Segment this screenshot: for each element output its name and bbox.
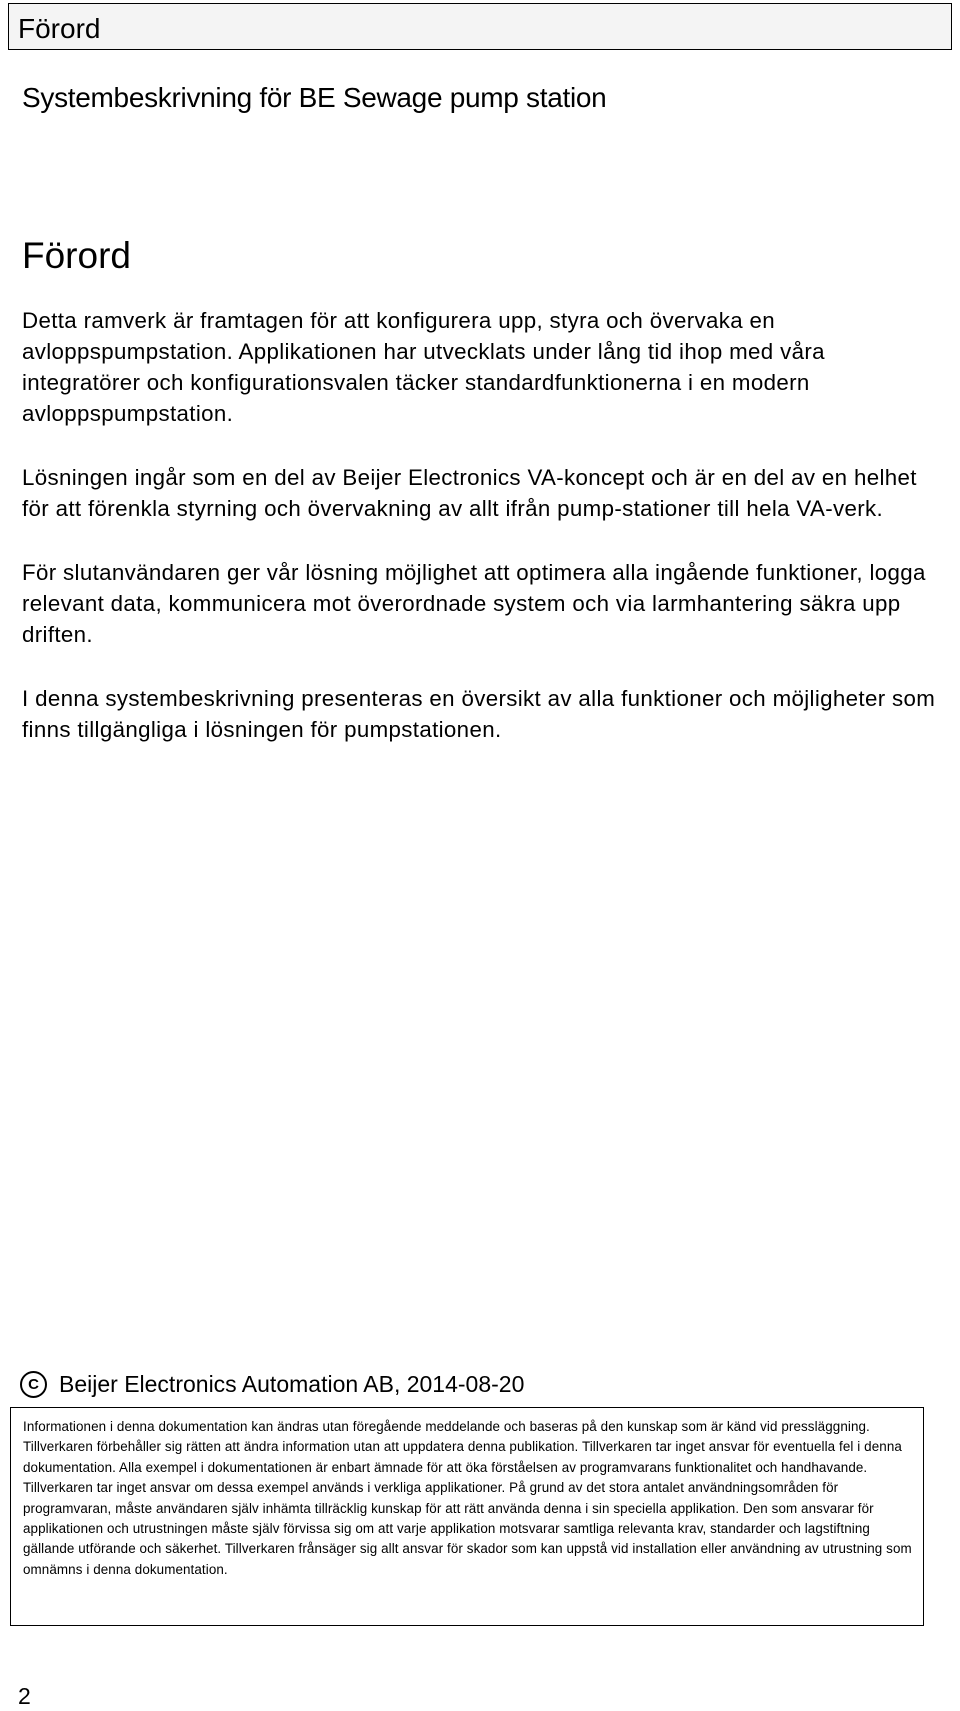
paragraph-end-user: För slutanvändaren ger vår lösning möjlighet att optimera alla ingående funktioner, logga relevant data, kommunicera mot överordnade system och via larmhantering säkra upp driften. [22,560,926,647]
running-header-title: Förord [18,13,101,44]
disclaimer-text: Informationen i denna dokumentation kan ändras utan föregående meddelande och baseras på den kunskap som är känd vid pressläggning. Tillverkaren förbehåller sig rätten att ändra information utan att uppdatera denna publikation. Tillverkaren tar inget ansvar för eventuella fel i denna dokumentation. Alla exempel i dokumentationen är enbart ämnade för att öka förståelsen av programvarans funktionalitet och handhavande. Tillverkaren tar inget ansvar om dessa exempel används i verkliga applikationer. På grund av det stora antalet användningsområden för programvaran, måste användaren själv inhämta tillräcklig kunskap för att rätt använda denna i sin speciella applikation. Den som ansvarar för applikationen och utrustningen måste själv förvissa sig om att varje applikation motsvarar samtliga relevanta krav, standarder och lagstiftning gällande utförande och säkerhet. Tillverkaren frånsäger sig allt ansvar för skador som kan uppstå vid installation eller användning av utrustning som omnämns i denna dokumentation. [23,1419,912,1577]
section-heading: Förord [22,235,131,276]
document-title: Systembeskrivning för BE Sewage pump station [22,82,607,113]
paragraph-overview: I denna systembeskrivning presenteras en översikt av alla funktioner och möjligheter som finns tillgängliga i lösningen för pumpstationen. [22,686,936,742]
running-header [8,3,952,50]
copyright-line [20,1369,524,1399]
copyright-text: Beijer Electronics Automation AB, 2014-08-20 [59,1371,525,1397]
body-text [22,305,947,778]
paragraph-intro: Detta ramverk är framtagen för att konfigurera upp, styra och övervaka en avloppspumpstation. Applikationen har utvecklats under lång tid ihop med våra integratörer och konfigurationsvalen täcker standardfunktionerna i en modern avloppspumpstation. [22,308,825,426]
disclaimer-box [10,1407,924,1626]
copyright-icon: C [20,1371,47,1398]
paragraph-concept: Lösningen ingår som en del av Beijer Electronics VA-koncept och är en del av en helhet för att förenkla styrning och övervakning av allt ifrån pump-stationer till hela VA-verk. [22,465,917,521]
page-number: 2 [18,1683,31,1709]
